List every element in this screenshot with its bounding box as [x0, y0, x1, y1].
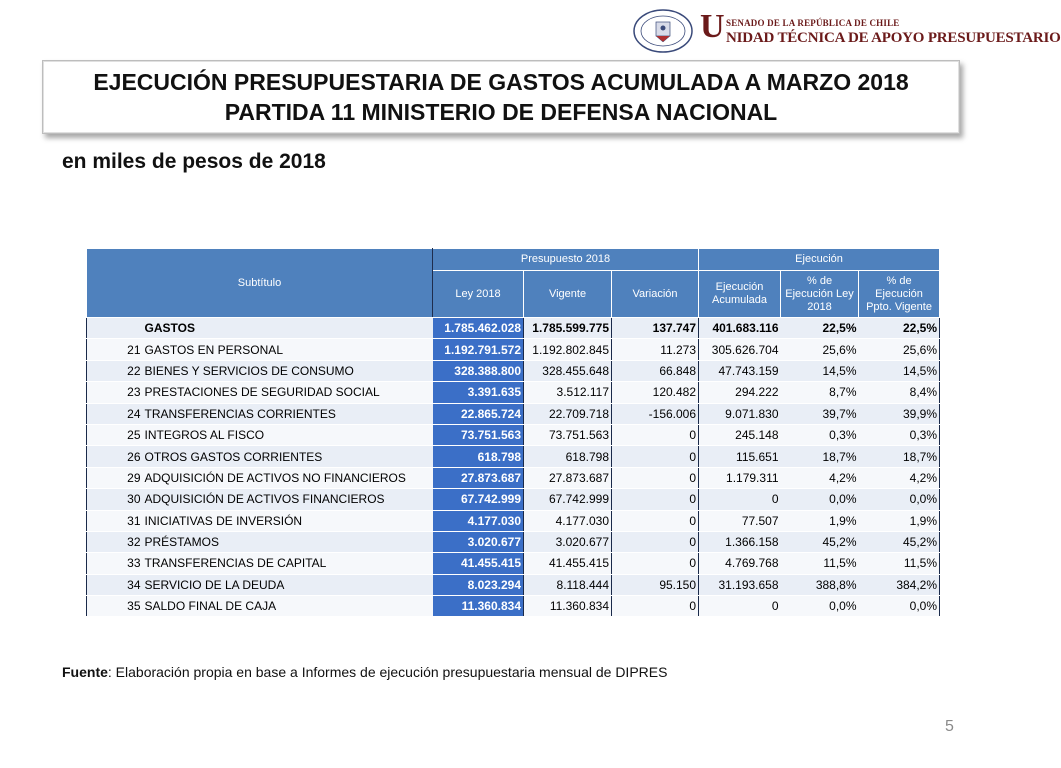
units-subtitle: en miles de pesos de 2018: [62, 150, 326, 173]
budget-table: [86, 248, 940, 617]
row-name: ADQUISICIÓN DE ACTIVOS FINANCIEROS: [143, 489, 433, 510]
header-variacion: Variación: [612, 271, 699, 318]
row-variacion: 0: [612, 510, 699, 531]
row-vigente: 11.360.834: [524, 596, 612, 617]
row-name: TRANSFERENCIAS DE CAPITAL: [143, 553, 433, 574]
row-ley-2018: 41.455.415: [433, 553, 524, 574]
row-pct-ley: 0,0%: [781, 596, 859, 617]
row-code: 25: [87, 424, 143, 445]
slide-title-box: [42, 60, 960, 134]
row-name: GASTOS EN PERSONAL: [143, 339, 433, 360]
row-pct-vigente: 1,9%: [859, 510, 940, 531]
row-variacion: 0: [612, 596, 699, 617]
row-code: 23: [87, 382, 143, 403]
row-vigente: 8.118.444: [524, 574, 612, 595]
row-code: 30: [87, 489, 143, 510]
row-pct-ley: 0,3%: [781, 424, 859, 445]
row-pct-vigente: 0,0%: [859, 596, 940, 617]
row-ejecucion-acumulada: 0: [699, 489, 781, 510]
row-ley-2018: 4.177.030: [433, 510, 524, 531]
row-ley-2018: 8.023.294: [433, 574, 524, 595]
row-ejecucion-acumulada: 1.179.311: [699, 467, 781, 488]
row-pct-ley: 8,7%: [781, 382, 859, 403]
row-code: 29: [87, 467, 143, 488]
row-name: PRESTACIONES DE SEGURIDAD SOCIAL: [143, 382, 433, 403]
row-ley-2018: 3.020.677: [433, 531, 524, 552]
row-pct-vigente: 0,0%: [859, 489, 940, 510]
row-pct-ley: 45,2%: [781, 531, 859, 552]
table-row: [87, 339, 940, 360]
row-pct-vigente: 25,6%: [859, 339, 940, 360]
row-ley-2018: 3.391.635: [433, 382, 524, 403]
logo-initial: U: [700, 8, 725, 45]
table-row: [87, 553, 940, 574]
row-ejecucion-acumulada: 31.193.658: [699, 574, 781, 595]
table-row: [87, 360, 940, 381]
row-code: 35: [87, 596, 143, 617]
table-row: [87, 531, 940, 552]
row-pct-ley: 0,0%: [781, 489, 859, 510]
slide-title-line1: EJECUCIÓN PRESUPUESTARIA DE GASTOS ACUMULADA A MARZO 2018: [93, 69, 909, 95]
row-vigente: 1.192.802.845: [524, 339, 612, 360]
row-variacion: 120.482: [612, 382, 699, 403]
row-ley-2018: 73.751.563: [433, 424, 524, 445]
row-code: 26: [87, 446, 143, 467]
row-pct-ley: 14,5%: [781, 360, 859, 381]
table-row: [87, 403, 940, 424]
row-code: 34: [87, 574, 143, 595]
header-vigente: Vigente: [524, 271, 612, 318]
row-variacion: 0: [612, 489, 699, 510]
row-vigente: 73.751.563: [524, 424, 612, 445]
row-name: OTROS GASTOS CORRIENTES: [143, 446, 433, 467]
row-ejecucion-acumulada: 1.366.158: [699, 531, 781, 552]
row-vigente: 4.177.030: [524, 510, 612, 531]
row-variacion: 0: [612, 424, 699, 445]
row-pct-vigente: 39,9%: [859, 403, 940, 424]
row-pct-ley: 1,9%: [781, 510, 859, 531]
row-variacion: 0: [612, 531, 699, 552]
row-pct-vigente: 22,5%: [859, 318, 940, 339]
row-variacion: 11.273: [612, 339, 699, 360]
row-code: [87, 318, 143, 339]
row-variacion: 0: [612, 553, 699, 574]
row-pct-ley: 11,5%: [781, 553, 859, 574]
row-ejecucion-acumulada: 305.626.704: [699, 339, 781, 360]
row-ley-2018: 11.360.834: [433, 596, 524, 617]
row-ley-2018: 27.873.687: [433, 467, 524, 488]
row-variacion: 66.848: [612, 360, 699, 381]
row-pct-vigente: 384,2%: [859, 574, 940, 595]
row-pct-ley: 388,8%: [781, 574, 859, 595]
row-ejecucion-acumulada: 47.743.159: [699, 360, 781, 381]
row-vigente: 328.455.648: [524, 360, 612, 381]
row-pct-vigente: 0,3%: [859, 424, 940, 445]
row-ejecucion-acumulada: 0: [699, 596, 781, 617]
row-pct-ley: 25,6%: [781, 339, 859, 360]
row-variacion: 95.150: [612, 574, 699, 595]
row-pct-vigente: 18,7%: [859, 446, 940, 467]
row-ley-2018: 1.785.462.028: [433, 318, 524, 339]
row-vigente: 67.742.999: [524, 489, 612, 510]
row-code: 21: [87, 339, 143, 360]
header-logo: [632, 8, 1061, 56]
row-ejecucion-acumulada: 401.683.116: [699, 318, 781, 339]
row-variacion: 0: [612, 467, 699, 488]
header-pct-vigente: % de Ejecución Ppto. Vigente: [859, 271, 940, 318]
row-vigente: 1.785.599.775: [524, 318, 612, 339]
row-name: TRANSFERENCIAS CORRIENTES: [143, 403, 433, 424]
table-row: [87, 596, 940, 617]
table-row: [87, 467, 940, 488]
row-ley-2018: 22.865.724: [433, 403, 524, 424]
table-row: [87, 424, 940, 445]
source-text: : Elaboración propia en base a Informes de ejecución presupuestaria mensual de DIPRES: [107, 664, 668, 680]
header-ejecucion: Ejecución: [699, 249, 940, 271]
senate-seal-icon: [632, 8, 694, 54]
row-code: 22: [87, 360, 143, 381]
row-vigente: 27.873.687: [524, 467, 612, 488]
table-row: [87, 574, 940, 595]
row-vigente: 618.798: [524, 446, 612, 467]
row-pct-ley: 39,7%: [781, 403, 859, 424]
row-pct-vigente: 14,5%: [859, 360, 940, 381]
row-pct-vigente: 11,5%: [859, 553, 940, 574]
header-ley: Ley 2018: [433, 271, 524, 318]
row-vigente: 3.020.677: [524, 531, 612, 552]
row-pct-ley: 18,7%: [781, 446, 859, 467]
logo-unit-line: NIDAD TÉCNICA DE APOYO PRESUPUESTARIO: [726, 30, 1061, 46]
row-code: 31: [87, 510, 143, 531]
row-ejecucion-acumulada: 77.507: [699, 510, 781, 531]
table-row: [87, 510, 940, 531]
row-name: INTEGROS AL FISCO: [143, 424, 433, 445]
row-name: BIENES Y SERVICIOS DE CONSUMO: [143, 360, 433, 381]
page-number: 5: [945, 718, 954, 735]
row-pct-vigente: 4,2%: [859, 467, 940, 488]
row-vigente: 3.512.117: [524, 382, 612, 403]
header-pct-ley: % de Ejecución Ley 2018: [781, 271, 859, 318]
row-pct-ley: 4,2%: [781, 467, 859, 488]
row-ejecucion-acumulada: 115.651: [699, 446, 781, 467]
row-ejecucion-acumulada: 245.148: [699, 424, 781, 445]
row-variacion: 0: [612, 446, 699, 467]
source-note: [62, 664, 667, 680]
row-pct-ley: 22,5%: [781, 318, 859, 339]
header-subtitulo: Subtítulo: [87, 249, 433, 318]
table-row: [87, 489, 940, 510]
row-name: ADQUISICIÓN DE ACTIVOS NO FINANCIEROS: [143, 467, 433, 488]
row-variacion: 137.747: [612, 318, 699, 339]
row-ley-2018: 67.742.999: [433, 489, 524, 510]
row-vigente: 41.455.415: [524, 553, 612, 574]
row-ley-2018: 328.388.800: [433, 360, 524, 381]
header-ejecucion-acumulada: Ejecución Acumulada: [699, 271, 781, 318]
row-name: SERVICIO DE LA DEUDA: [143, 574, 433, 595]
row-name: PRÉSTAMOS: [143, 531, 433, 552]
row-name: INICIATIVAS DE INVERSIÓN: [143, 510, 433, 531]
row-name: GASTOS: [143, 318, 433, 339]
table-total-row: [87, 318, 940, 339]
row-pct-vigente: 8,4%: [859, 382, 940, 403]
table-row: [87, 382, 940, 403]
row-ley-2018: 1.192.791.572: [433, 339, 524, 360]
row-ejecucion-acumulada: 4.769.768: [699, 553, 781, 574]
row-code: 24: [87, 403, 143, 424]
row-vigente: 22.709.718: [524, 403, 612, 424]
row-code: 33: [87, 553, 143, 574]
row-ley-2018: 618.798: [433, 446, 524, 467]
row-name: SALDO FINAL DE CAJA: [143, 596, 433, 617]
header-presupuesto: Presupuesto 2018: [433, 249, 699, 271]
row-ejecucion-acumulada: 294.222: [699, 382, 781, 403]
row-pct-vigente: 45,2%: [859, 531, 940, 552]
row-variacion: -156.006: [612, 403, 699, 424]
source-label: Fuente: [62, 664, 108, 680]
row-ejecucion-acumulada: 9.071.830: [699, 403, 781, 424]
row-code: 32: [87, 531, 143, 552]
slide-title-line2: PARTIDA 11 MINISTERIO DE DEFENSA NACIONAL: [224, 99, 778, 125]
logo-senate-line: SENADO DE LA REPÚBLICA DE CHILE: [726, 18, 900, 28]
table-row: [87, 446, 940, 467]
